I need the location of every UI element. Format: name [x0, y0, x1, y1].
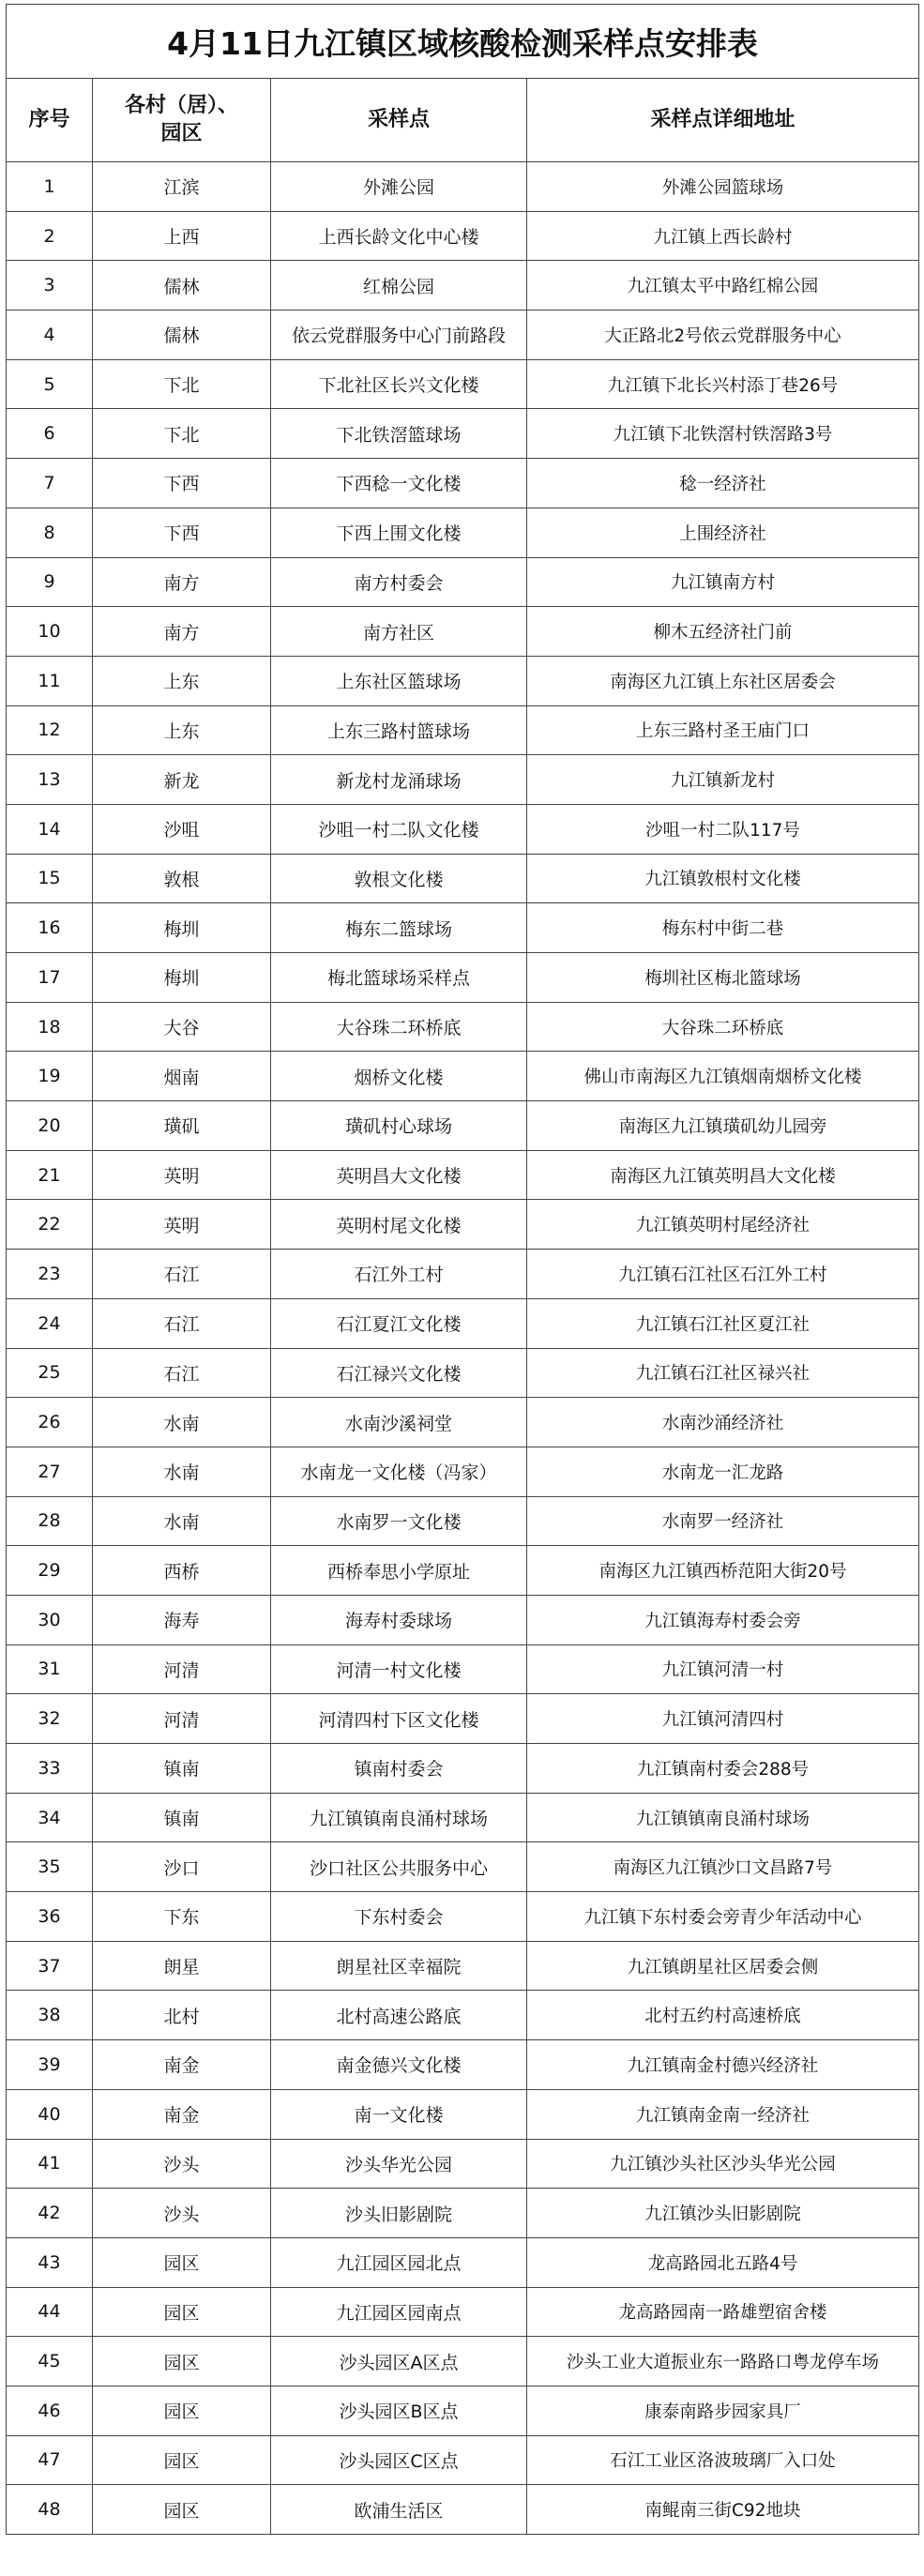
row-number-cell: 48	[7, 2485, 93, 2535]
address-cell: 九江镇河清四村	[527, 1694, 919, 1744]
row-number-cell: 21	[7, 1150, 93, 1200]
village-cell: 园区	[93, 2287, 271, 2337]
site-cell: 南方社区	[271, 607, 527, 657]
site-cell: 北村高速公路底	[271, 1991, 527, 2040]
site-cell: 河清四村下区文化楼	[271, 1694, 527, 1744]
table-row	[7, 1348, 919, 1398]
address-cell: 康泰南路步园家具厂	[527, 2386, 919, 2435]
row-number-cell: 28	[7, 1496, 93, 1546]
row-number-cell: 40	[7, 2089, 93, 2139]
address-cell: 九江镇沙头旧影剧院	[527, 2189, 919, 2238]
address-cell: 九江镇下北铁滘村铁滘路3号	[527, 409, 919, 459]
table-title: 4月11日九江镇区域核酸检测采样点安排表	[7, 5, 919, 79]
village-cell: 南方	[93, 557, 271, 607]
row-number-cell: 10	[7, 607, 93, 657]
address-cell: 北村五约村高速桥底	[527, 1991, 919, 2040]
address-cell: 九江镇南村委会288号	[527, 1744, 919, 1794]
village-cell: 园区	[93, 2485, 271, 2535]
village-cell: 水南	[93, 1496, 271, 1546]
site-cell: 南方村委会	[271, 557, 527, 607]
site-cell: 九江镇镇南良涌村球场	[271, 1793, 527, 1842]
site-cell: 海寿村委球场	[271, 1595, 527, 1644]
address-cell: 南海区九江镇璜矶幼儿园旁	[527, 1101, 919, 1151]
row-number-cell: 25	[7, 1348, 93, 1398]
table-row	[7, 854, 919, 903]
site-cell: 外滩公园	[271, 162, 527, 212]
village-cell: 沙头	[93, 2139, 271, 2189]
table-row	[7, 1892, 919, 1942]
site-cell: 南一文化楼	[271, 2089, 527, 2139]
address-cell: 九江镇石江社区石江外工村	[527, 1250, 919, 1299]
row-number-cell: 16	[7, 903, 93, 953]
row-number-cell: 39	[7, 2040, 93, 2090]
village-cell: 梅圳	[93, 903, 271, 953]
village-cell: 南方	[93, 607, 271, 657]
village-cell: 河清	[93, 1644, 271, 1694]
village-cell: 石江	[93, 1298, 271, 1348]
address-cell: 水南罗一经济社	[527, 1496, 919, 1546]
village-cell: 朗星	[93, 1941, 271, 1991]
site-cell: 沙头园区A区点	[271, 2337, 527, 2387]
address-cell: 九江镇石江社区禄兴社	[527, 1348, 919, 1398]
table-row	[7, 705, 919, 755]
row-number-cell: 12	[7, 705, 93, 755]
site-cell: 沙头旧影剧院	[271, 2189, 527, 2238]
site-cell: 镇南村委会	[271, 1744, 527, 1794]
site-cell: 石江禄兴文化楼	[271, 1348, 527, 1398]
table-row	[7, 1941, 919, 1991]
address-cell: 九江镇海寿村委会旁	[527, 1595, 919, 1644]
village-cell: 儒林	[93, 311, 271, 360]
site-cell: 下西稔一文化楼	[271, 459, 527, 508]
table-row	[7, 2485, 919, 2535]
village-cell: 上东	[93, 656, 271, 705]
address-cell: 南海区九江镇西桥范阳大街20号	[527, 1546, 919, 1596]
row-number-cell: 35	[7, 1842, 93, 1892]
address-cell: 九江镇石江社区夏江社	[527, 1298, 919, 1348]
address-cell: 南鲲南三街C92地块	[527, 2485, 919, 2535]
address-cell: 九江镇新龙村	[527, 755, 919, 805]
header-no: 序号	[7, 79, 93, 162]
table-row	[7, 1793, 919, 1842]
village-cell: 下西	[93, 508, 271, 557]
table-row	[7, 1002, 919, 1052]
table-row	[7, 903, 919, 953]
row-number-cell: 43	[7, 2237, 93, 2287]
site-cell: 新龙村龙涌球场	[271, 755, 527, 805]
site-cell: 依云党群服务中心门前路段	[271, 311, 527, 360]
title-row	[7, 5, 919, 79]
row-number-cell: 29	[7, 1546, 93, 1596]
site-cell: 敦根文化楼	[271, 854, 527, 903]
site-cell: 河清一村文化楼	[271, 1644, 527, 1694]
table-row	[7, 1496, 919, 1546]
village-cell: 下北	[93, 409, 271, 459]
row-number-cell: 17	[7, 953, 93, 1003]
address-cell: 水南龙一汇龙路	[527, 1447, 919, 1496]
site-cell: 下东村委会	[271, 1892, 527, 1942]
header-village: 各村（居）、 园区	[93, 79, 271, 162]
address-cell: 大正路北2号依云党群服务中心	[527, 311, 919, 360]
address-cell: 南海区九江镇沙口文昌路7号	[527, 1842, 919, 1892]
address-cell: 南海区九江镇英明昌大文化楼	[527, 1150, 919, 1200]
table-row	[7, 557, 919, 607]
address-cell: 九江镇河清一村	[527, 1644, 919, 1694]
row-number-cell: 44	[7, 2287, 93, 2337]
village-cell: 儒林	[93, 261, 271, 311]
village-cell: 河清	[93, 1694, 271, 1744]
site-cell: 水南罗一文化楼	[271, 1496, 527, 1546]
table-row	[7, 607, 919, 657]
address-cell: 九江镇南方村	[527, 557, 919, 607]
row-number-cell: 34	[7, 1793, 93, 1842]
site-cell: 沙头华光公园	[271, 2139, 527, 2189]
row-number-cell: 32	[7, 1694, 93, 1744]
table-row	[7, 1842, 919, 1892]
village-cell: 沙头	[93, 2189, 271, 2238]
site-cell: 水南龙一文化楼（冯家）	[271, 1447, 527, 1496]
site-cell: 下西上围文化楼	[271, 508, 527, 557]
table-row	[7, 2435, 919, 2485]
village-cell: 石江	[93, 1348, 271, 1398]
row-number-cell: 11	[7, 656, 93, 705]
row-number-cell: 37	[7, 1941, 93, 1991]
row-number-cell: 31	[7, 1644, 93, 1694]
village-cell: 园区	[93, 2386, 271, 2435]
row-number-cell: 18	[7, 1002, 93, 1052]
address-cell: 龙高路园北五路4号	[527, 2237, 919, 2287]
row-number-cell: 46	[7, 2386, 93, 2435]
village-cell: 上东	[93, 705, 271, 755]
row-number-cell: 47	[7, 2435, 93, 2485]
table-row	[7, 1694, 919, 1744]
village-cell: 敦根	[93, 854, 271, 903]
table-row	[7, 1744, 919, 1794]
address-cell: 南海区九江镇上东社区居委会	[527, 656, 919, 705]
table-row	[7, 211, 919, 261]
row-number-cell: 15	[7, 854, 93, 903]
row-number-cell: 8	[7, 508, 93, 557]
site-cell: 梅北篮球场采样点	[271, 953, 527, 1003]
village-cell: 新龙	[93, 755, 271, 805]
row-number-cell: 42	[7, 2189, 93, 2238]
address-cell: 大谷珠二环桥底	[527, 1002, 919, 1052]
address-cell: 上东三路村圣王庙门口	[527, 705, 919, 755]
village-cell: 北村	[93, 1991, 271, 2040]
address-cell: 上围经济社	[527, 508, 919, 557]
address-cell: 九江镇下东村委会旁青少年活动中心	[527, 1892, 919, 1942]
village-cell: 石江	[93, 1250, 271, 1299]
site-cell: 英明村尾文化楼	[271, 1200, 527, 1250]
row-number-cell: 4	[7, 311, 93, 360]
site-cell: 石江夏江文化楼	[271, 1298, 527, 1348]
row-number-cell: 26	[7, 1398, 93, 1447]
row-number-cell: 23	[7, 1250, 93, 1299]
row-number-cell: 13	[7, 755, 93, 805]
row-number-cell: 24	[7, 1298, 93, 1348]
site-cell: 九江园区园南点	[271, 2287, 527, 2337]
address-cell: 九江镇下北长兴村添丁巷26号	[527, 359, 919, 409]
site-cell: 朗星社区幸福院	[271, 1941, 527, 1991]
sampling-schedule-table	[6, 4, 919, 2535]
table-row	[7, 1052, 919, 1101]
village-cell: 园区	[93, 2435, 271, 2485]
village-cell: 烟南	[93, 1052, 271, 1101]
village-cell: 南金	[93, 2089, 271, 2139]
row-number-cell: 6	[7, 409, 93, 459]
address-cell: 梅圳社区梅北篮球场	[527, 953, 919, 1003]
table-row	[7, 1447, 919, 1496]
table-row	[7, 162, 919, 212]
village-cell: 下北	[93, 359, 271, 409]
row-number-cell: 5	[7, 359, 93, 409]
site-cell: 西桥奉思小学原址	[271, 1546, 527, 1596]
address-cell: 九江镇太平中路红棉公园	[527, 261, 919, 311]
row-number-cell: 9	[7, 557, 93, 607]
village-cell: 水南	[93, 1398, 271, 1447]
site-cell: 梅东二篮球场	[271, 903, 527, 953]
table-body	[7, 162, 919, 2535]
village-cell: 梅圳	[93, 953, 271, 1003]
address-cell: 梅东村中街二巷	[527, 903, 919, 953]
address-cell: 九江镇南金村德兴经济社	[527, 2040, 919, 2090]
site-cell: 水南沙溪祠堂	[271, 1398, 527, 1447]
site-cell: 烟桥文化楼	[271, 1052, 527, 1101]
site-cell: 英明昌大文化楼	[271, 1150, 527, 1200]
table-row	[7, 1991, 919, 2040]
address-cell: 九江镇上西长龄村	[527, 211, 919, 261]
header-address: 采样点详细地址	[527, 79, 919, 162]
address-cell: 龙高路园南一路雄塑宿舍楼	[527, 2287, 919, 2337]
address-cell: 九江镇镇南良涌村球场	[527, 1793, 919, 1842]
table-row	[7, 1398, 919, 1447]
table-row	[7, 1644, 919, 1694]
row-number-cell: 45	[7, 2337, 93, 2387]
row-number-cell: 14	[7, 804, 93, 854]
site-cell: 上西长龄文化中心楼	[271, 211, 527, 261]
village-cell: 沙口	[93, 1842, 271, 1892]
village-cell: 江滨	[93, 162, 271, 212]
table-row	[7, 1101, 919, 1151]
address-cell: 九江镇沙头社区沙头华光公园	[527, 2139, 919, 2189]
row-number-cell: 38	[7, 1991, 93, 2040]
site-cell: 下北社区长兴文化楼	[271, 359, 527, 409]
village-cell: 英明	[93, 1200, 271, 1250]
village-cell: 镇南	[93, 1793, 271, 1842]
table-row	[7, 2287, 919, 2337]
site-cell: 沙头园区B区点	[271, 2386, 527, 2435]
table-row	[7, 459, 919, 508]
table-row	[7, 656, 919, 705]
table-row	[7, 1250, 919, 1299]
row-number-cell: 20	[7, 1101, 93, 1151]
table-row	[7, 755, 919, 805]
table-row	[7, 311, 919, 360]
site-cell: 沙头园区C区点	[271, 2435, 527, 2485]
table-row	[7, 2089, 919, 2139]
site-cell: 上东社区篮球场	[271, 656, 527, 705]
village-cell: 西桥	[93, 1546, 271, 1596]
table-row	[7, 1595, 919, 1644]
row-number-cell: 3	[7, 261, 93, 311]
address-cell: 九江镇敦根村文化楼	[527, 854, 919, 903]
table-row	[7, 409, 919, 459]
table-row	[7, 2139, 919, 2189]
table-row	[7, 1546, 919, 1596]
table-row	[7, 359, 919, 409]
header-row	[7, 79, 919, 162]
village-cell: 下东	[93, 1892, 271, 1942]
site-cell: 大谷珠二环桥底	[271, 1002, 527, 1052]
table-row	[7, 2386, 919, 2435]
table-row	[7, 953, 919, 1003]
row-number-cell: 2	[7, 211, 93, 261]
row-number-cell: 41	[7, 2139, 93, 2189]
site-cell: 璜矶村心球场	[271, 1101, 527, 1151]
village-cell: 上西	[93, 211, 271, 261]
row-number-cell: 7	[7, 459, 93, 508]
village-cell: 沙咀	[93, 804, 271, 854]
table-row	[7, 508, 919, 557]
village-cell: 镇南	[93, 1744, 271, 1794]
site-cell: 欧浦生活区	[271, 2485, 527, 2535]
site-cell: 下北铁滘篮球场	[271, 409, 527, 459]
row-number-cell: 22	[7, 1200, 93, 1250]
table-row	[7, 1150, 919, 1200]
address-cell: 沙头工业大道振业东一路路口粤龙停车场	[527, 2337, 919, 2387]
address-cell: 稔一经济社	[527, 459, 919, 508]
address-cell: 沙咀一村二队117号	[527, 804, 919, 854]
site-cell: 沙口社区公共服务中心	[271, 1842, 527, 1892]
village-cell: 海寿	[93, 1595, 271, 1644]
table-row	[7, 1200, 919, 1250]
village-cell: 璜矶	[93, 1101, 271, 1151]
row-number-cell: 33	[7, 1744, 93, 1794]
site-cell: 南金德兴文化楼	[271, 2040, 527, 2090]
row-number-cell: 1	[7, 162, 93, 212]
village-cell: 水南	[93, 1447, 271, 1496]
village-cell: 园区	[93, 2237, 271, 2287]
table-row	[7, 804, 919, 854]
table-row	[7, 1298, 919, 1348]
address-cell: 九江镇英明村尾经济社	[527, 1200, 919, 1250]
village-cell: 园区	[93, 2337, 271, 2387]
site-cell: 九江园区园北点	[271, 2237, 527, 2287]
table-row	[7, 2237, 919, 2287]
address-cell: 石江工业区洛波玻璃厂入口处	[527, 2435, 919, 2485]
address-cell: 九江镇朗星社区居委会侧	[527, 1941, 919, 1991]
row-number-cell: 27	[7, 1447, 93, 1496]
address-cell: 外滩公园篮球场	[527, 162, 919, 212]
site-cell: 沙咀一村二队文化楼	[271, 804, 527, 854]
address-cell: 九江镇南金南一经济社	[527, 2089, 919, 2139]
site-cell: 上东三路村篮球场	[271, 705, 527, 755]
table-row	[7, 2189, 919, 2238]
table-row	[7, 2337, 919, 2387]
table-row	[7, 261, 919, 311]
village-cell: 南金	[93, 2040, 271, 2090]
village-cell: 大谷	[93, 1002, 271, 1052]
row-number-cell: 36	[7, 1892, 93, 1942]
row-number-cell: 19	[7, 1052, 93, 1101]
village-cell: 英明	[93, 1150, 271, 1200]
site-cell: 石江外工村	[271, 1250, 527, 1299]
village-cell: 下西	[93, 459, 271, 508]
table-row	[7, 2040, 919, 2090]
address-cell: 佛山市南海区九江镇烟南烟桥文化楼	[527, 1052, 919, 1101]
row-number-cell: 30	[7, 1595, 93, 1644]
address-cell: 柳木五经济社门前	[527, 607, 919, 657]
address-cell: 水南沙涌经济社	[527, 1398, 919, 1447]
site-cell: 红棉公园	[271, 261, 527, 311]
header-site: 采样点	[271, 79, 527, 162]
